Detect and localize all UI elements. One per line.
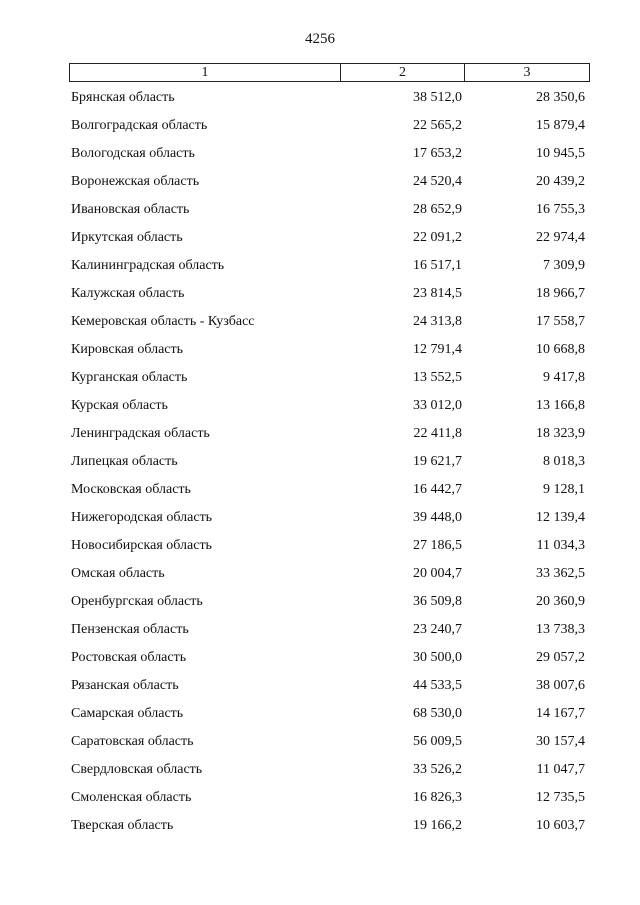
value-col-3: 12 139,4 (536, 510, 585, 525)
value-col-3: 20 360,9 (536, 594, 585, 609)
table-body (0, 85, 640, 841)
value-col-3: 8 018,3 (543, 454, 585, 469)
value-col-3: 15 879,4 (536, 118, 585, 133)
region-name: Ростовская область (71, 650, 187, 665)
value-col-2: 33 526,2 (413, 762, 462, 777)
value-col-2: 24 313,8 (413, 314, 462, 329)
value-col-3: 11 034,3 (536, 538, 585, 553)
table-row (0, 141, 640, 169)
table-row (0, 113, 640, 141)
value-col-2: 20 004,7 (413, 566, 462, 581)
value-col-2: 17 653,2 (413, 146, 462, 161)
value-col-3: 10 668,8 (536, 342, 585, 357)
value-col-2: 30 500,0 (413, 650, 462, 665)
region-name: Тверская область (71, 818, 174, 833)
value-col-2: 39 448,0 (413, 510, 462, 525)
region-name: Новосибирская область (71, 538, 212, 553)
value-col-2: 22 411,8 (413, 426, 462, 441)
value-col-2: 16 826,3 (413, 790, 462, 805)
value-col-2: 38 512,0 (413, 90, 462, 105)
header-col-1: 1 (70, 64, 341, 82)
value-col-3: 16 755,3 (536, 202, 585, 217)
value-col-2: 23 240,7 (413, 622, 462, 637)
region-name: Смоленская область (71, 790, 192, 805)
value-col-3: 9 128,1 (543, 482, 585, 497)
region-name: Калужская область (71, 286, 185, 301)
table-row (0, 365, 640, 393)
table-row (0, 281, 640, 309)
table-row (0, 645, 640, 673)
region-name: Калининградская область (71, 258, 225, 273)
region-name: Иркутская область (71, 230, 183, 245)
value-col-3: 9 417,8 (543, 370, 585, 385)
table-row (0, 253, 640, 281)
region-name: Саратовская область (71, 734, 194, 749)
value-col-3: 22 974,4 (536, 230, 585, 245)
table-row (0, 589, 640, 617)
region-name: Московская область (71, 482, 191, 497)
region-name: Ленинградская область (71, 426, 210, 441)
value-col-2: 33 012,0 (413, 398, 462, 413)
value-col-3: 17 558,7 (536, 314, 585, 329)
header-col-2: 2 (341, 64, 465, 82)
value-col-3: 14 167,7 (536, 706, 585, 721)
value-col-2: 19 621,7 (413, 454, 462, 469)
table-row (0, 449, 640, 477)
value-col-2: 13 552,5 (413, 370, 462, 385)
value-col-2: 12 791,4 (413, 342, 462, 357)
region-name: Рязанская область (71, 678, 179, 693)
value-col-3: 28 350,6 (536, 90, 585, 105)
value-col-2: 44 533,5 (413, 678, 462, 693)
region-name: Липецкая область (71, 454, 178, 469)
value-col-2: 19 166,2 (413, 818, 462, 833)
table-row (0, 337, 640, 365)
header-col-3: 3 (465, 64, 590, 82)
table-row (0, 477, 640, 505)
table-row (0, 561, 640, 589)
table-row (0, 225, 640, 253)
table-row (0, 729, 640, 757)
value-col-3: 12 735,5 (536, 790, 585, 805)
value-col-3: 38 007,6 (536, 678, 585, 693)
region-name: Кировская область (71, 342, 184, 357)
value-col-2: 68 530,0 (413, 706, 462, 721)
value-col-2: 28 652,9 (413, 202, 462, 217)
table-row (0, 169, 640, 197)
region-name: Омская область (71, 566, 165, 581)
value-col-3: 20 439,2 (536, 174, 585, 189)
value-col-3: 13 738,3 (536, 622, 585, 637)
value-col-3: 33 362,5 (536, 566, 585, 581)
value-col-3: 29 057,2 (536, 650, 585, 665)
value-col-3: 7 309,9 (543, 258, 585, 273)
region-name: Ивановская область (71, 202, 190, 217)
region-name: Брянская область (71, 90, 175, 105)
table-row (0, 785, 640, 813)
region-name: Вологодская область (71, 146, 195, 161)
table-row (0, 309, 640, 337)
region-name: Оренбургская область (71, 594, 203, 609)
table-row (0, 533, 640, 561)
value-col-2: 56 009,5 (413, 734, 462, 749)
value-col-3: 18 966,7 (536, 286, 585, 301)
value-col-3: 18 323,9 (536, 426, 585, 441)
table-row (0, 85, 640, 113)
region-name: Пензенская область (71, 622, 189, 637)
value-col-2: 23 814,5 (413, 286, 462, 301)
value-col-2: 16 517,1 (413, 258, 462, 273)
value-col-2: 24 520,4 (413, 174, 462, 189)
table-header (69, 63, 590, 82)
region-name: Воронежская область (71, 174, 200, 189)
page-number: 4256 (305, 31, 335, 47)
value-col-2: 27 186,5 (413, 538, 462, 553)
value-col-3: 10 945,5 (536, 146, 585, 161)
region-name: Курская область (71, 398, 168, 413)
region-name: Свердловская область (71, 762, 203, 777)
table-row (0, 393, 640, 421)
value-col-3: 13 166,8 (536, 398, 585, 413)
value-col-2: 22 565,2 (413, 118, 462, 133)
value-col-3: 10 603,7 (536, 818, 585, 833)
table-row (0, 505, 640, 533)
value-col-3: 11 047,7 (536, 762, 585, 777)
table-row (0, 757, 640, 785)
value-col-2: 22 091,2 (413, 230, 462, 245)
value-col-2: 36 509,8 (413, 594, 462, 609)
region-name: Нижегородская область (71, 510, 213, 525)
value-col-2: 16 442,7 (413, 482, 462, 497)
table-row (0, 701, 640, 729)
table-row (0, 617, 640, 645)
value-col-3: 30 157,4 (536, 734, 585, 749)
region-name: Курганская область (71, 370, 188, 385)
region-name: Кемеровская область - Кузбасс (71, 314, 255, 329)
table-row (0, 421, 640, 449)
header-row (70, 64, 590, 82)
table-row (0, 673, 640, 701)
region-name: Самарская область (71, 706, 184, 721)
table-row (0, 813, 640, 841)
region-name: Волгоградская область (71, 118, 208, 133)
table-row (0, 197, 640, 225)
